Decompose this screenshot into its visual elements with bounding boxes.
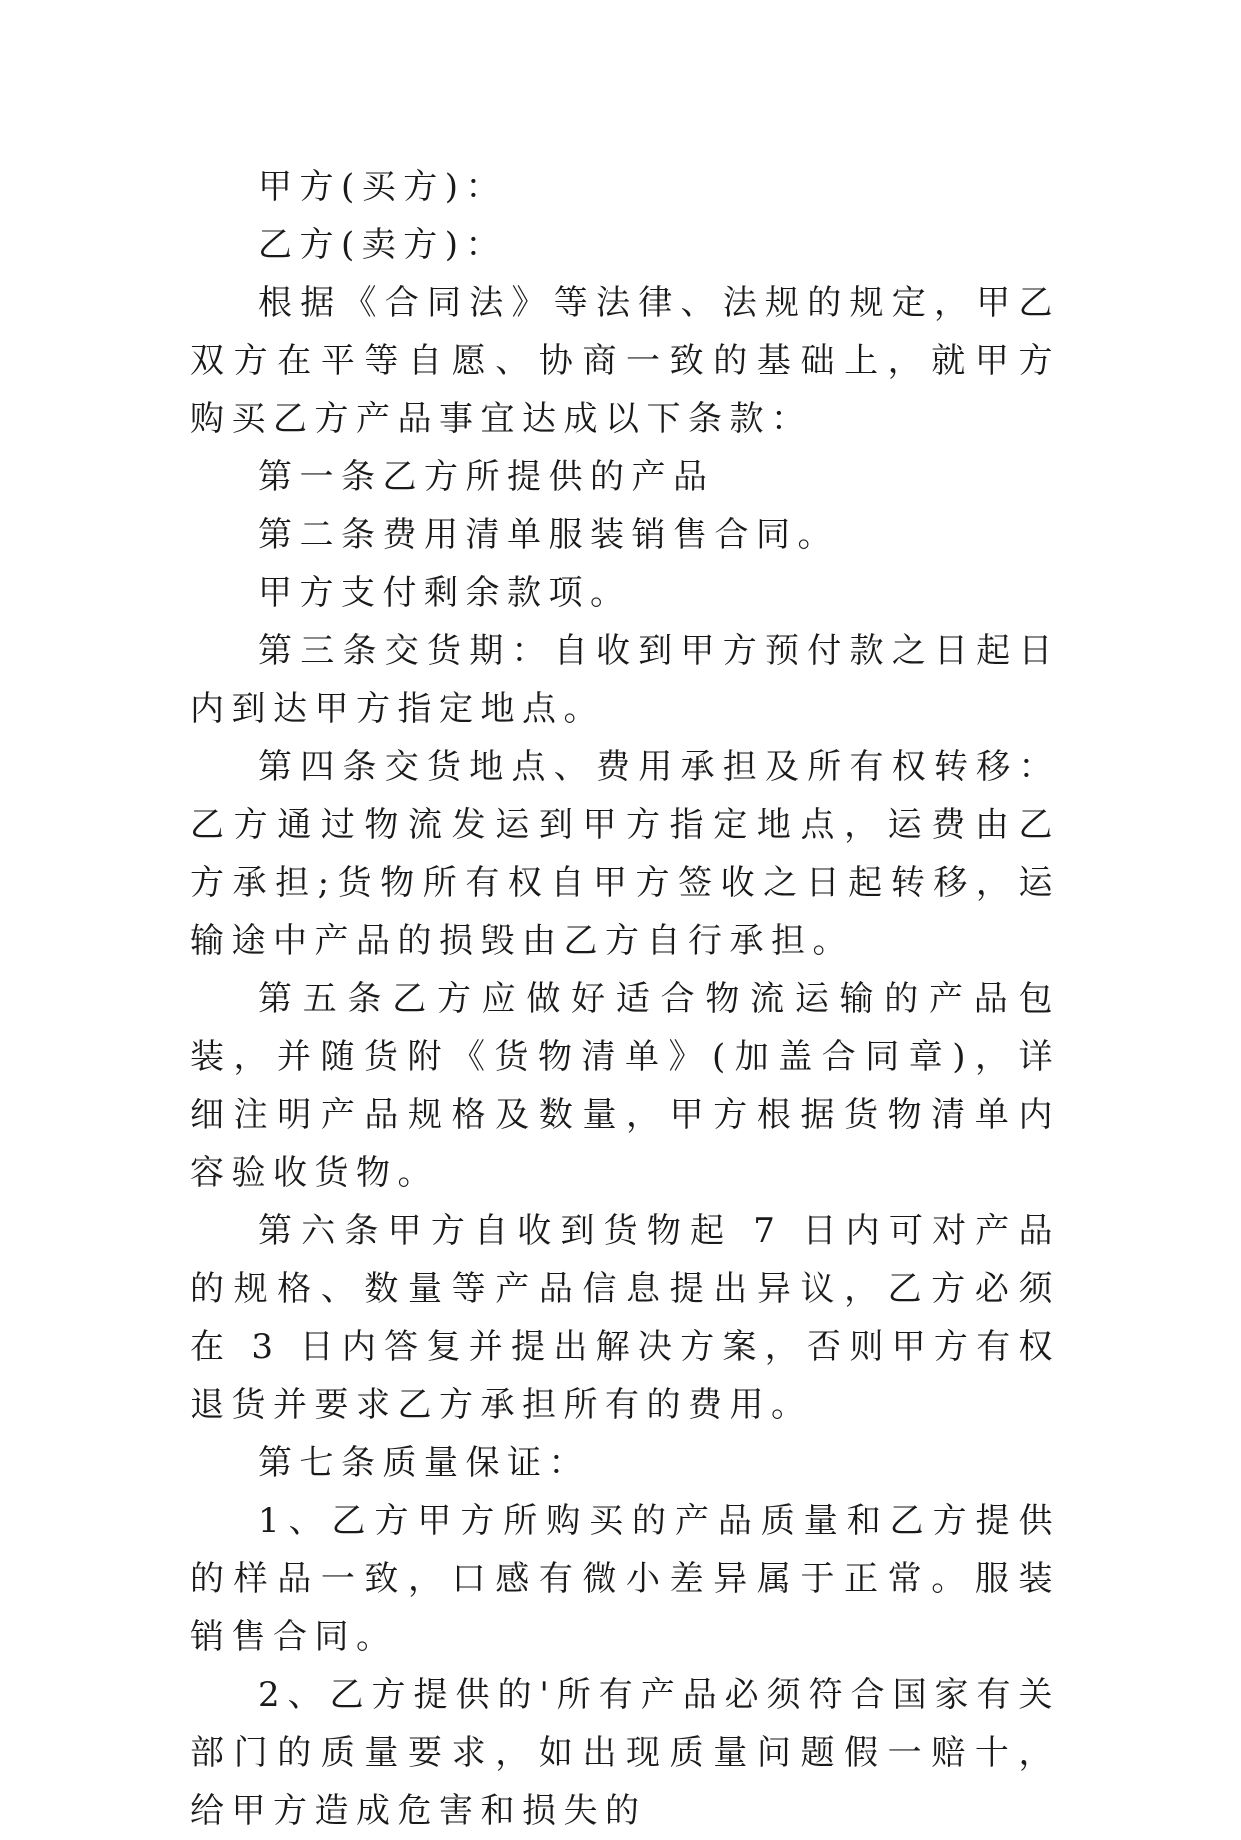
article-5: 第五条乙方应做好适合物流运输的产品包装，并随货附《货物清单》(加盖合同章)，详细注明产品规格及数量，甲方根据货物清单内容验收货物。 <box>190 979 1060 1193</box>
buyer-line: 甲方(买方)： <box>258 167 508 207</box>
article-7-heading: 第七条质量保证： <box>258 1443 590 1483</box>
document-body <box>190 158 1060 1840</box>
article-1: 第一条乙方所提供的产品 <box>258 457 715 497</box>
seller-line: 乙方(卖方)： <box>258 225 508 265</box>
payment-line: 甲方支付剩余款项。 <box>258 573 632 613</box>
preamble-paragraph: 根据《合同法》等法律、法规的规定，甲乙双方在平等自愿、协商一致的基础上，就甲方购买乙方产品事宜达成以下条款： <box>190 283 1060 439</box>
article-7-item-1: 1、乙方甲方所购买的产品质量和乙方提供的样品一致，口感有微小差异属于正常。服装销售合同。 <box>190 1501 1060 1657</box>
article-3: 第三条交货期：自收到甲方预付款之日起日内到达甲方指定地点。 <box>190 631 1060 729</box>
article-6: 第六条甲方自收到货物起 7 日内可对产品的规格、数量等产品信息提出异议，乙方必须在 3 日内答复并提出解决方案，否则甲方有权退货并要求乙方承担所有的费用。 <box>190 1211 1060 1425</box>
article-7-item-2: 2、乙方提供的'所有产品必须符合国家有关部门的质量要求，如出现质量问题假一赔十，给甲方造成危害和损失的 <box>190 1675 1060 1831</box>
article-2: 第二条费用清单服装销售合同。 <box>258 515 839 555</box>
article-4: 第四条交货地点、费用承担及所有权转移：乙方通过物流发运到甲方指定地点，运费由乙方承担;货物所有权自甲方签收之日起转移，运输途中产品的损毁由乙方自行承担。 <box>190 747 1060 961</box>
